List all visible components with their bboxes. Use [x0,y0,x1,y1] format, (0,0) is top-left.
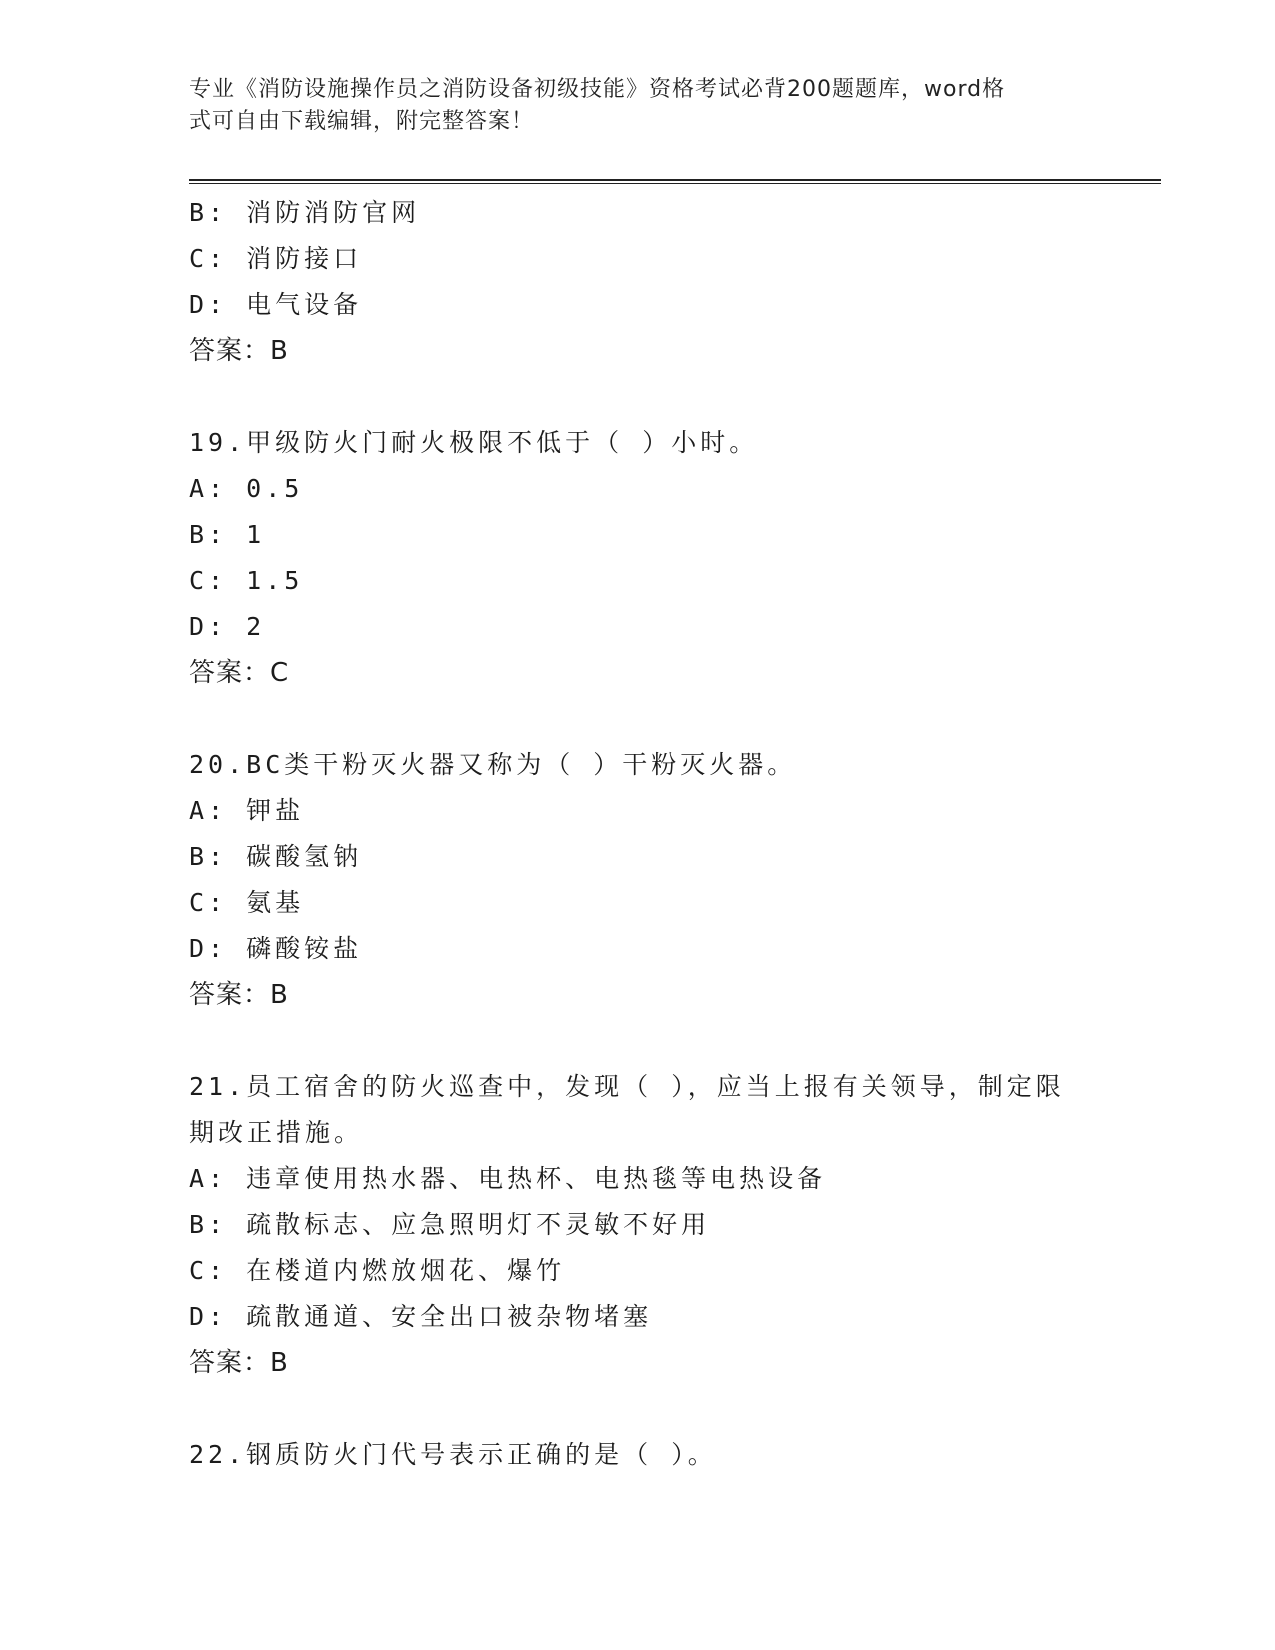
q20-question: 20.BC类干粉灭火器又称为（ ）干粉灭火器。 [189,750,797,779]
q20-option-b: B: 碳酸氢钠 [189,842,363,871]
q20-option-a: A: 钾盐 [189,796,305,825]
q18-option-b: B: 消防消防官网 [189,198,421,227]
q21-option-d: D: 疏散通道、安全出口被杂物堵塞 [189,1302,653,1331]
document-header [189,74,1079,138]
q20-option-c: C: 氨基 [189,888,305,917]
q21-option-c: C: 在楼道内燃放烟花、爆竹 [189,1256,566,1285]
q18-option-d: D: 电气设备 [189,290,363,319]
q21-option-b: B: 疏散标志、应急照明灯不灵敏不好用 [189,1210,711,1239]
q19-option-c: C: 1.5 [189,566,304,595]
q19-option-a: A: 0.5 [189,474,304,503]
q19-option-b: B: 1 [189,520,266,549]
header-divider [189,179,1161,184]
q20-option-d: D: 磷酸铵盐 [189,934,363,963]
q21-question-line-1: 21.员工宿舍的防火巡查中，发现（ ），应当上报有关领导，制定限 [189,1072,1065,1101]
q19-answer: 答案：C [189,658,290,688]
header-line-1: 专业《消防设施操作员之消防设备初级技能》资格考试必背200题题库，word格 [189,77,1006,102]
spacer [189,374,1089,420]
q19-option-d: D: 2 [189,612,266,641]
q20-answer: 答案：B [189,980,289,1010]
spacer [189,1018,1089,1064]
spacer [189,1386,1089,1432]
q21-answer: 答案：B [189,1348,289,1378]
q21-option-a: A: 违章使用热水器、电热杯、电热毯等电热设备 [189,1164,827,1193]
question-list [189,190,1089,1478]
q18-option-c: C: 消防接口 [189,244,363,273]
q18-answer: 答案：B [189,336,289,366]
q22-question: 22.钢质防火门代号表示正确的是（ ）。 [189,1440,717,1469]
q19-question: 19.甲级防火门耐火极限不低于（ ）小时。 [189,428,759,457]
spacer [189,696,1089,742]
q21-question-line-2: 期改正措施。 [189,1118,364,1147]
header-line-2: 式可自由下载编辑，附完整答案！ [189,109,535,134]
